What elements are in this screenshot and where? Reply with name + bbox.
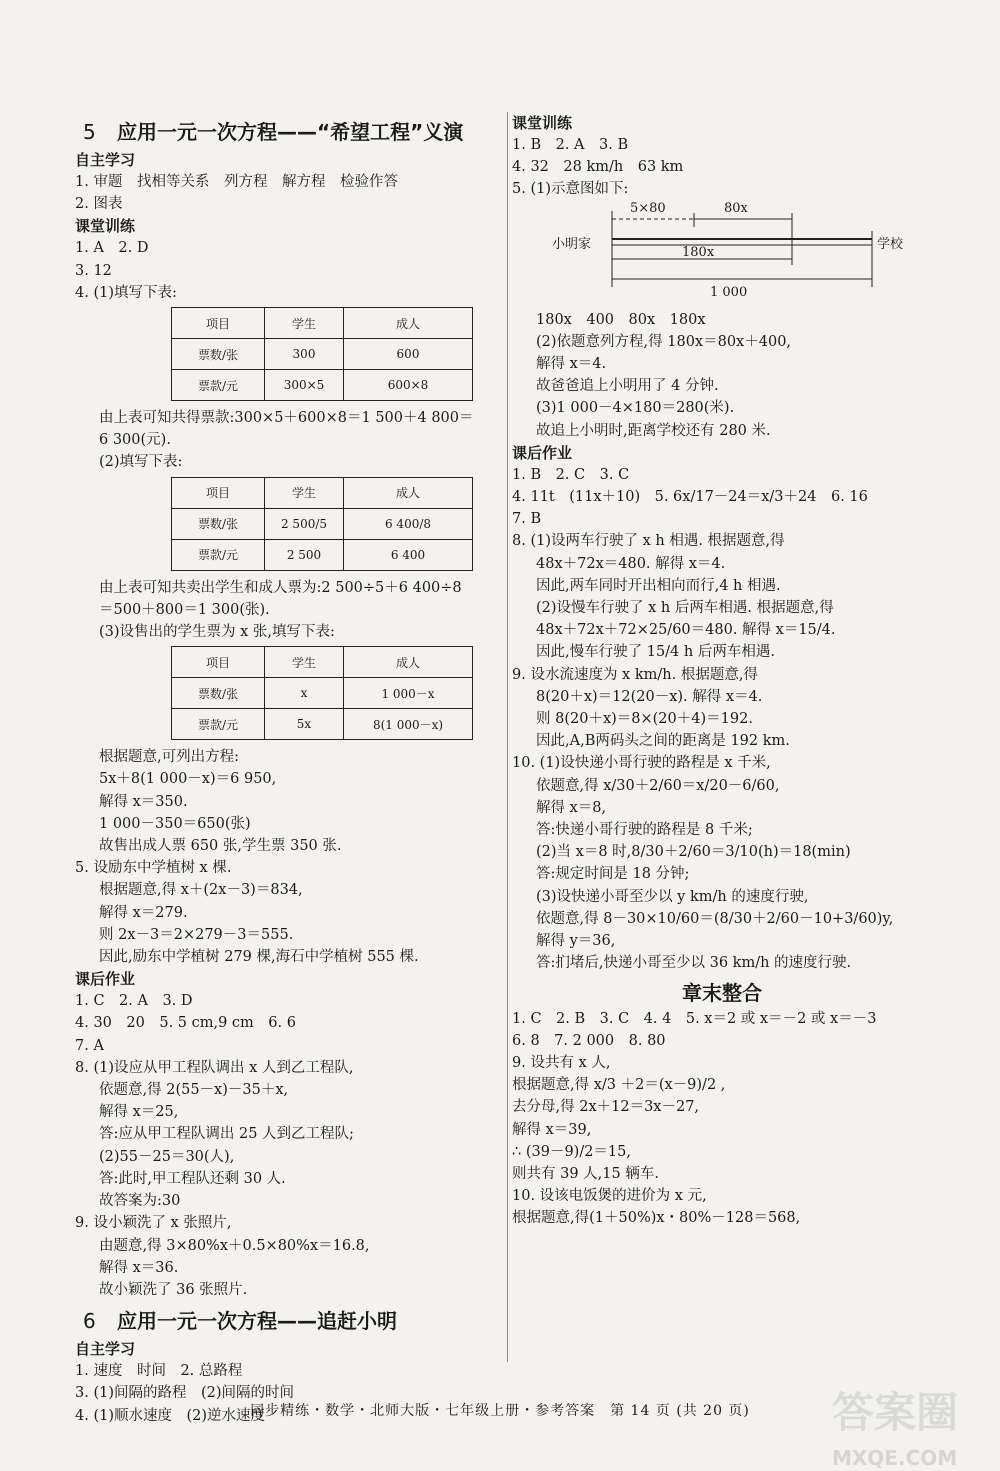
answer-line: 解得 x＝8, [536, 799, 607, 816]
table-cell: x [265, 678, 344, 709]
answer-line: 8(20＋x)＝12(20－x). 解得 x＝4. [536, 688, 763, 705]
table-row [172, 709, 473, 740]
answer-line: 解得 x＝36. [99, 1259, 179, 1276]
answer-line: 答:快递小哥行驶的路程是 8 千米; [536, 822, 753, 839]
question-9 [75, 1212, 505, 1301]
answer-line: 1 000－350＝650(张) [99, 815, 251, 832]
answer-line: 9. 设水流速度为 x km/h. 根据题意,得 [512, 666, 758, 683]
answer-line: 故小颖洗了 36 张照片. [99, 1281, 248, 1298]
question-5 [75, 857, 505, 968]
table-cell: 6 400 [344, 539, 473, 570]
left-column [75, 112, 505, 1427]
answer-line: (3)设快递小哥至少以 y km/h 的速度行驶, [536, 888, 809, 905]
answer-line: 5. (1)示意图如下: [512, 181, 629, 198]
answer-line: 8. (1)设两车行驶了 x h 相遇. 根据题意,得 [512, 533, 785, 550]
answer-line: 依题意,得 2(55－x)－35＋x, [99, 1082, 289, 1099]
right-question-8 [512, 530, 932, 663]
table-cell: 学生 [265, 647, 344, 678]
answer-line: 根据题意,得 x/3 ＋2＝(x－9)/2 , [512, 1077, 726, 1094]
table-cell: 成人 [344, 477, 473, 508]
ketang-answers [75, 237, 505, 304]
table-cell: 8(1 000－x) [344, 709, 473, 740]
table-3-notes [75, 746, 505, 857]
table-cell: 6 400/8 [344, 508, 473, 539]
table-cell: 600×8 [344, 370, 473, 401]
answer-line: 答:扪堵后,快递小哥至少以 36 km/h 的速度行驶. [536, 955, 852, 972]
answer-line: 答:此时,甲工程队还剩 30 人. [99, 1170, 286, 1187]
answer-line: 由题意,得 3×80%x＋0.5×80%x＝16.8, [99, 1237, 370, 1254]
answer-line: 6. 8 7. 2 000 8. 80 [512, 1032, 666, 1049]
heading-kehou-right: 课后作业 [512, 443, 573, 462]
section-6-title: 6 应用一元一次方程——追赶小明 [83, 1309, 397, 1334]
heading-ketang-right: 课堂训练 [512, 114, 573, 132]
table-cell: 1 000－x [344, 678, 473, 709]
table-cell: 票数/张 [172, 339, 265, 370]
table-row [172, 539, 473, 570]
section-5-title: 5 应用一元一次方程——“希望工程”义演 [83, 120, 464, 144]
table-3 [171, 646, 473, 740]
answer-line: 4. 11t (11x＋10) 5. 6x/17－24＝x/3＋24 6. 16 [512, 489, 868, 506]
answer-line: ∴ (39－9)/2＝15, [512, 1143, 631, 1160]
table-cell: 项目 [172, 647, 265, 678]
table-cell: 票款/元 [172, 539, 265, 570]
answer-line: 7. A [75, 1037, 104, 1054]
diagram-label-home: 小明家 [552, 236, 592, 252]
answer-line: 9. 设共有 x 人, [512, 1054, 611, 1071]
table-row [172, 647, 473, 678]
answer-line: 10. (1)设快递小哥行驶的路程是 x 千米, [512, 755, 771, 772]
table-cell: 600 [344, 339, 473, 370]
chapter-summary-title: 章末整合 [682, 980, 762, 1005]
answer-line: 9. 设小颖洗了 x 张照片, [75, 1215, 232, 1232]
answer-line: (3)设售出的学生票为 x 张,填写下表: [99, 624, 335, 641]
answer-line: (3)1 000－4×180＝280(米). [536, 400, 735, 417]
answer-line: (2)当 x＝8 时,8/30＋2/60＝3/10(h)＝18(min) [536, 844, 851, 861]
answer-line: 解得 x＝279. [99, 904, 188, 921]
answer-line: (2)依题意列方程,得 180x＝80x＋400, [536, 333, 792, 350]
answer-line: 去分母,得 2x＋12＝3x－27, [512, 1099, 700, 1116]
answer-line: 8. (1)设应从甲工程队调出 x 人到乙工程队, [75, 1059, 354, 1076]
answer-line: 故答案为:30 [99, 1193, 181, 1210]
answer-line: 1. B 2. C 3. C [512, 466, 630, 483]
heading-zizhu-2: 自主学习 [75, 1340, 136, 1359]
answer-line: 解得 x＝25, [99, 1104, 179, 1121]
answer-line: 解得 y＝36, [536, 933, 616, 950]
table-row [172, 370, 473, 401]
table-cell: 5x [265, 709, 344, 740]
answer-line: 故售出成人票 650 张,学生票 350 张. [99, 838, 342, 855]
heading-zizhu: 自主学习 [75, 151, 136, 169]
table-cell: 票数/张 [172, 678, 265, 709]
answer-line: 答:规定时间是 18 分钟; [536, 866, 690, 883]
diagram-label-80x: 80x [724, 200, 748, 216]
answer-line: 解得 x＝4. [536, 356, 607, 373]
question-8 [75, 1057, 505, 1212]
answer-line: 解得 x＝350. [99, 793, 188, 810]
answer-line: 根据题意,可列出方程: [99, 749, 239, 766]
table-2-notes [75, 577, 505, 644]
table-2 [171, 477, 473, 571]
kehou-right-answers [512, 464, 932, 531]
answer-line: 故追上小明时,距离学校还有 280 米. [536, 422, 771, 439]
answer-line: 1. B 2. A 3. B [512, 137, 629, 153]
answer-line: 因此,A,B两码头之间的距离是 192 km. [536, 733, 790, 750]
answer-line: 4. (1)顺水速度 (2)逆水速度 [75, 1407, 266, 1424]
table-cell: 票数/张 [172, 508, 265, 539]
answer-line: 5x＋8(1 000－x)＝6 950, [99, 771, 277, 788]
answer-line: 依题意,得 8－30×10/60＝(8/30＋2/60－10+3/60)y, [536, 910, 894, 927]
table-cell: 项目 [172, 477, 265, 508]
answer-line: 则共有 39 人,15 辆车. [512, 1165, 659, 1182]
answer-line: 5. 设励东中学植树 x 棵. [75, 860, 232, 877]
answer-line: 180x 400 80x 180x [536, 311, 706, 328]
table-row [172, 508, 473, 539]
answer-line: 3. 12 [75, 262, 112, 279]
answer-line: 由上表可知共得票款:300×5＋600×8＝1 500＋4 800＝ [99, 410, 474, 427]
diagram-label-school: 学校 [877, 236, 904, 252]
answer-line: 根据题意,得(1＋50%)x・80%－128＝568, [512, 1210, 801, 1227]
answer-line: 解得 x＝39, [512, 1121, 592, 1138]
column-divider [507, 112, 508, 1362]
chapter-summary-answers [512, 1008, 932, 1230]
answer-line: 48x＋72x＋72×25/60＝480. 解得 x＝15/4. [536, 622, 836, 639]
answer-line: 1. C 2. A 3. D [75, 993, 193, 1010]
answer-line: 4. (1)填写下表: [75, 284, 177, 301]
answer-line: 则 2x－3＝2×279－3＝555. [99, 926, 294, 943]
table-cell: 成人 [344, 647, 473, 678]
table-1 [171, 307, 473, 401]
answer-line: 7. B [512, 511, 542, 528]
table-cell: 学生 [265, 477, 344, 508]
answer-line: 根据题意,得 x＋(2x－3)＝834, [99, 882, 303, 899]
table-cell: 300 [265, 339, 344, 370]
answer-line: 4. 32 28 km/h 63 km [512, 159, 684, 176]
answer-line: 2. 图表 [75, 196, 123, 213]
kehou-answers [75, 990, 505, 1057]
table-cell: 2 500 [265, 539, 344, 570]
answer-line: 1. 速度 时间 2. 总路程 [75, 1363, 243, 1380]
table-row [172, 477, 473, 508]
table-cell: 2 500/5 [265, 508, 344, 539]
table-cell: 学生 [265, 308, 344, 339]
answer-line: 6 300(元). [99, 432, 171, 449]
heading-ketang: 课堂训练 [75, 217, 136, 236]
answer-line: 依题意,得 x/30＋2/60＝x/20－6/60, [536, 777, 780, 794]
right-column [512, 112, 932, 1230]
distance-diagram [512, 201, 922, 309]
right-question-10 [512, 752, 932, 974]
zizhu-answers [75, 171, 505, 215]
answer-line: 因此,慢车行驶了 15/4 h 后两车相遇. [536, 644, 775, 661]
table-cell: 300×5 [265, 370, 344, 401]
diagram-notes [512, 309, 932, 442]
answer-line: (2)55－25＝30(人), [99, 1148, 235, 1165]
answer-line: (2)填写下表: [99, 454, 183, 471]
answer-line: 故爸爸追上小明用了 4 分钟. [536, 378, 719, 395]
answer-line: ＝500＋800＝1 300(张). [99, 601, 270, 618]
answer-line: 48x＋72x＝480. 解得 x＝4. [536, 555, 726, 572]
answer-line: (2)设慢车行驶了 x h 后两车相遇. 根据题意,得 [536, 600, 834, 617]
answer-line: 1. C 2. B 3. C 4. 4 5. x＝2 或 x＝－2 或 x＝－3 [512, 1010, 877, 1027]
answer-line: 4. 30 20 5. 5 cm,9 cm 6. 6 [75, 1015, 296, 1032]
diagram-label-180x: 180x [682, 244, 715, 260]
answer-line: 则 8(20＋x)＝8×(20＋4)＝192. [536, 711, 753, 728]
answer-line: 10. 设该电饭煲的进价为 x 元, [512, 1188, 707, 1205]
table-cell: 项目 [172, 308, 265, 339]
right-question-9 [512, 664, 932, 753]
watermark-logo: 答案圈 MXQE.COM [831, 1388, 958, 1470]
answer-line: 1. A 2. D [75, 240, 149, 257]
table-row [172, 678, 473, 709]
answer-line: 因此,励东中学植树 279 棵,海石中学植树 555 棵. [99, 949, 419, 966]
answer-line: 3. (1)间隔的路程 (2)间隔的时间 [75, 1385, 295, 1402]
answer-line: 因此,两车同时开出相向而行,4 h 相遇. [536, 577, 781, 594]
table-cell: 票款/元 [172, 709, 265, 740]
answer-line: 由上表可知共卖出学生和成人票为:2 500÷5＋6 400÷8 [99, 579, 462, 596]
table-row [172, 308, 473, 339]
table-cell: 票款/元 [172, 370, 265, 401]
table-row [172, 339, 473, 370]
diagram-label-5x80: 5×80 [630, 200, 666, 216]
ketang-right-answers [512, 134, 932, 201]
answer-line: 1. 审题 找相等关系 列方程 解方程 检验作答 [75, 174, 398, 190]
page-footer: 同步精练・数学・北师大版・七年级上册・参考答案 第 14 页 (共 20 页) [250, 1403, 750, 1419]
diagram-label-1000: 1 000 [710, 284, 748, 300]
heading-kehou: 课后作业 [75, 970, 136, 989]
table-1-notes [75, 407, 505, 474]
table-cell: 成人 [344, 308, 473, 339]
answer-line: 答:应从甲工程队调出 25 人到乙工程队; [99, 1126, 354, 1143]
